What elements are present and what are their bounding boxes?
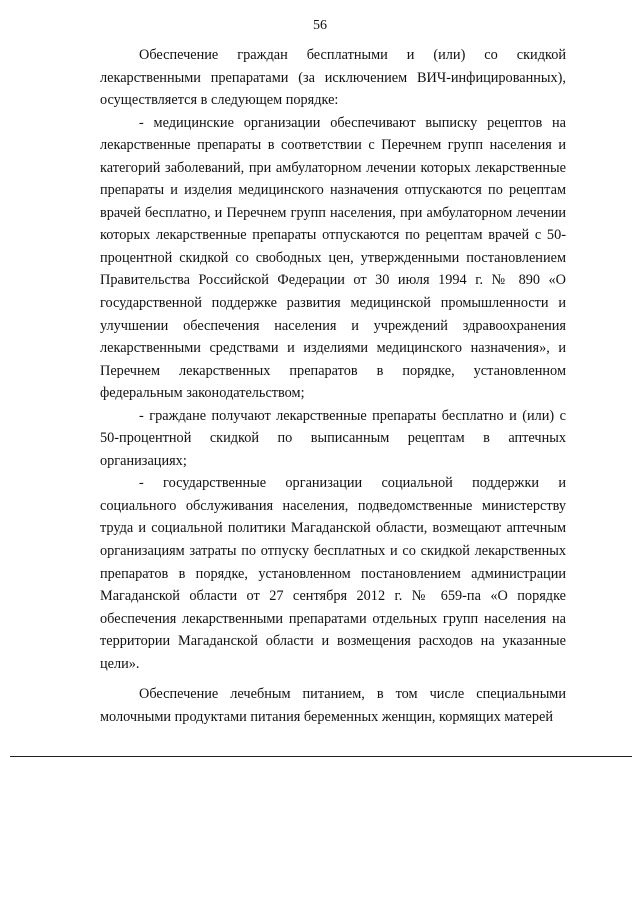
bottom-divider-line [10,756,632,757]
paragraph-medical-organizations: - медицинские организации обеспечивают выписку рецептов на лекарственные препараты в соответствии с Перечнем групп населения и категорий заболеваний, при амбулаторном лечении которых лекарственные препараты и изделия медицинского назначения отпускаются по рецептам врачей бесплатно, и Перечнем групп населения, при амбулаторном лечении которых лекарственные препараты отпускаются по рецептам врачей с 50-процентной скидкой со свободных цен, утвержденными постановлением Правительства Российской Федерации от 30 июля 1994 г. № 890 «О государственной поддержке развития медицинской промышленности и улучшении обеспечения населения и учреждений здравоохранения лекарственными средствами и изделиями медицинского назначения», и Перечнем лекарственных препаратов в порядке, установленном федеральным законодательством; [100,114,566,402]
paragraph-state-organizations: - государственные организации социальной поддержки и социального обслуживания населения, подведомственные министерству труда и социальной политики Магаданской области, возмещают аптечным организациям затраты по отпуску бесплатных и со скидкой лекарственных препаратов в порядке, установленном постановлением администрации Магаданской области от 27 сентября 2012 г. № 659-па «О порядке обеспечения лекарственными препаратами отдельных групп населения на территории Магаданской области и возмещения расходов на указанные цели». [100,475,566,672]
document-body [100,44,566,728]
page-number: 56 [313,18,327,33]
paragraph-intro: Обеспечение граждан бесплатными и (или) со скидкой лекарственными препаратами (за исключением ВИЧ-инфицированных), осуществляется в следующем порядке: [100,47,566,109]
paragraph-citizens: - граждане получают лекарственные препараты бесплатно и (или) с 50-процентной скидкой по выписанным рецептам в аптечных организациях; [100,407,566,469]
paragraph-medical-nutrition: Обеспечение лечебным питанием, в том числе специальными молочными продуктами питания беременных женщин, кормящих матерей [100,686,566,725]
